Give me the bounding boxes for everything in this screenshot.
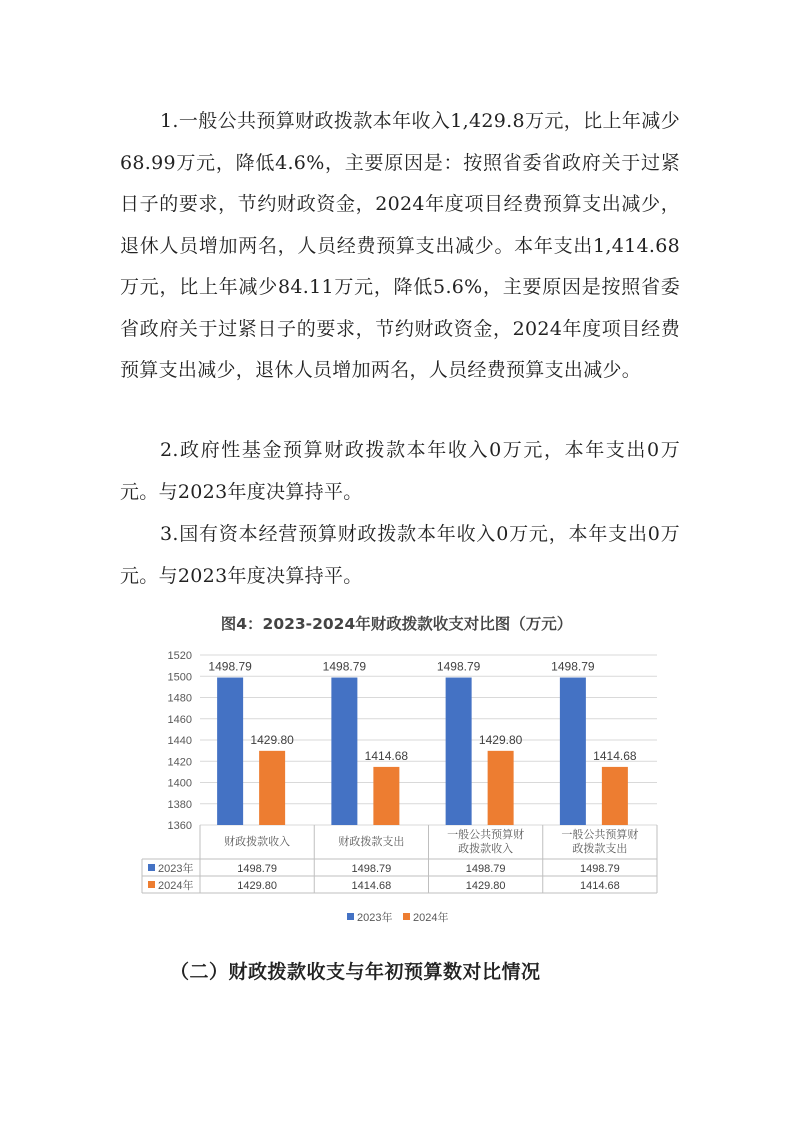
bar-2023 (560, 678, 586, 825)
data-label: 1414.68 (364, 748, 409, 763)
y-tick-label: 1460 (167, 713, 192, 726)
legend-swatch-2024 (403, 913, 410, 920)
y-tick-label: 1440 (167, 735, 192, 747)
bar-2023 (446, 678, 472, 825)
bar-chart (140, 645, 660, 935)
y-tick-label: 1520 (167, 650, 192, 662)
legend-label: 2024年 (413, 912, 449, 924)
y-tick-label: 1380 (167, 798, 192, 811)
table-cell-value: 1498.79 (237, 863, 278, 875)
data-label: 1498.79 (436, 659, 481, 674)
y-tick-label: 1420 (167, 756, 192, 769)
data-label: 1498.79 (322, 659, 367, 674)
section-heading: （二）财政拨款收支与年初预算数对比情况 (170, 961, 541, 983)
bar-2023 (331, 678, 357, 825)
chart-title: 图4：2023-2024年财政拨款收支对比图（万元） (220, 615, 573, 633)
table-cell-value: 1498.79 (579, 863, 620, 875)
table-cell-value: 1498.79 (351, 863, 392, 875)
x-category-label: 财政拨款支出 (338, 836, 405, 848)
table-legend-key (148, 864, 155, 871)
y-tick-label: 1500 (167, 671, 192, 684)
table-series-name: 2024年 (158, 880, 194, 892)
y-tick-label: 1360 (167, 820, 192, 832)
y-tick-label: 1400 (167, 777, 192, 790)
bar-2024 (488, 751, 514, 825)
bar-2024 (373, 767, 399, 825)
data-label: 1414.68 (593, 748, 637, 763)
legend-swatch-2023 (347, 913, 354, 920)
bar-2024 (602, 767, 628, 825)
paragraph-government-fund: 2.政府性基金预算财政拨款本年收入0万元，本年支出0万元。与2023年度决算持平。 (120, 439, 680, 503)
table-series-name: 2023年 (158, 863, 194, 875)
table-cell-value: 1414.68 (579, 880, 620, 892)
paragraph-state-capital: 3.国有资本经营预算财政拨款本年收入0万元，本年支出0万元。与2023年度决算持平。 (120, 523, 680, 587)
table-cell-value: 1429.80 (465, 880, 506, 892)
table-legend-key (148, 881, 155, 888)
x-category-label: 一般公共预算财政拨款支出 (561, 829, 639, 855)
data-label: 1498.79 (551, 659, 595, 674)
table-cell-value: 1429.80 (237, 880, 278, 892)
table-cell-value: 1414.68 (351, 880, 392, 892)
x-category-label: 一般公共预算财政拨款收入 (447, 829, 525, 855)
bar-2024 (259, 751, 285, 825)
legend-label: 2023年 (357, 912, 393, 924)
data-label: 1429.80 (478, 732, 523, 747)
y-tick-label: 1480 (167, 692, 192, 705)
x-category-label: 财政拨款收入 (224, 836, 291, 848)
table-cell-value: 1498.79 (465, 863, 506, 875)
paragraph-general-budget: 1.一般公共预算财政拨款本年收入1,429.8万元，比上年减少68.99万元，降低4.6%，主要原因是：按照省委省政府关于过紧日子的要求，节约财政资金，2024年度项目经费预算支出减少，退休人员增加两名，人员经费预算支出减少。本年支出1,414.68万元，比上年减少84.11万元，降低5.6%，主要原因是按照省委省政府关于过紧日子的要求，节约财政资金，2024年度项目经费预算支出减少，退休人员增加两名，人员经费预算支出减少。 (120, 110, 680, 381)
bar-2023 (217, 678, 243, 825)
data-label: 1498.79 (208, 659, 252, 674)
data-label: 1429.80 (250, 732, 294, 747)
